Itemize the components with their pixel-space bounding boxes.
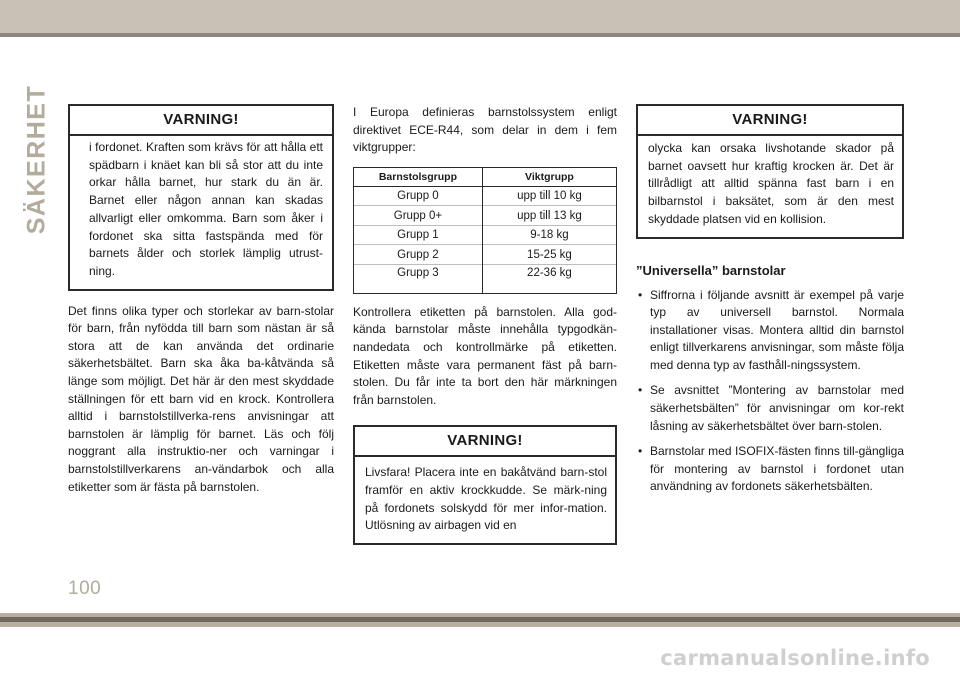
column-1 xyxy=(68,104,334,496)
section-heading: ”Universella” barnstolar xyxy=(636,262,786,278)
table-header-row xyxy=(354,167,617,186)
warning-text: i fordonet. Kraften som krävs för att hålla ett spädbarn i knäet kan bli så stor att du inte orkar hålla barnet, hur stark du än är. Barnet eller någon annan kan skadas allvarligt eller omkomma. Barn som åker i fordonet ska sitta fastspända med för barnets ålder och storlek lämplig utrust-ning. xyxy=(89,140,323,278)
column-3 xyxy=(636,104,904,504)
table-cell: Grupp 0 xyxy=(354,186,483,206)
column-2 xyxy=(353,104,617,545)
table-row xyxy=(354,245,617,265)
table-cell: 22-36 kg xyxy=(482,264,616,293)
warning-title: VARNING! xyxy=(70,106,332,136)
weight-group-table xyxy=(353,167,617,294)
bullet-list xyxy=(636,287,904,497)
table-cell: Grupp 1 xyxy=(354,225,483,245)
body-paragraph: Det finns olika typer och storlekar av barn-stolar för barn, från nyfödda till barn som nästan är så stora att de kan använda det ordinarie säkerhetsbältet. Barn ska åka ba-kåtvända så länge som möjligt. Det här är den mest skyddade ställningen för ett barn vid en krock. Kontrollera alltid i barnstolstillverka-rens anvisningar att barnstolen är lämplig för barnet. Läs och följ noggrant alla instruktio-ner och varningar i barnstolstillverkarens an-vändarbok och alla etiketter som är fästa på barnstolen. xyxy=(68,303,334,494)
warning-box-2 xyxy=(353,425,617,545)
table-cell: Grupp 2 xyxy=(354,245,483,265)
table-cell: 9-18 kg xyxy=(482,225,616,245)
page-number: 100 xyxy=(68,578,102,599)
table-header: Barnstolsgrupp xyxy=(354,167,483,186)
warning-title: VARNING! xyxy=(638,106,902,136)
section-tab xyxy=(22,84,51,234)
table-cell: 15-25 kg xyxy=(482,245,616,265)
top-color-band xyxy=(0,0,960,33)
table-header: Viktgrupp xyxy=(482,167,616,186)
table-row xyxy=(354,225,617,245)
table-row xyxy=(354,264,617,293)
list-item: • Barnstolar med ISOFIX-fästen finns till-gängliga för montering av barnstol i fordonet utan användning av fordonets säkerhetsbälten. xyxy=(636,443,904,496)
table-cell: upp till 10 kg xyxy=(482,186,616,206)
watermark: carmanualsonline.info xyxy=(660,646,930,670)
section-tab-label: SÄKERHET xyxy=(22,84,51,234)
warning-text: olycka kan orsaka livshotande skador på barnet oavsett hur kraftig krocken är. Det är tillrådligt att alltid spänna fast barn i en bilbarnstol i baksätet, som är den mest skyddade platsen vid en kollision. xyxy=(648,141,894,226)
list-item: • Siffrorna i följande avsnitt är exempel på varje typ av universell barnstol. Normala installationer visas. Montera alltid din barnstol enligt tillverkarens anvisningar, som måste följa med denna typ av fasthåll-ningssystem. xyxy=(636,287,904,375)
body-paragraph: Kontrollera etiketten på barnstolen. Alla god-kända barnstolar måste innehålla typgodkän-nandedata och kontrollmärke på etiketten. Etiketten måste vara permanent fäst på barn-stolen. Du får inte ta bort den här märkningen från barnstolen. xyxy=(353,304,617,407)
table-row xyxy=(354,186,617,206)
warning-box-1 xyxy=(68,104,334,291)
warning-box-3 xyxy=(636,104,904,239)
table-cell: Grupp 0+ xyxy=(354,206,483,226)
top-rule xyxy=(0,33,960,37)
bottom-rule xyxy=(0,617,960,622)
table-row xyxy=(354,206,617,226)
list-item: • Se avsnittet ”Montering av barnstolar med säkerhetsbälten” för anvisningar om kor-rekt låsning av säkerhetsbältet över barn-stolen. xyxy=(636,382,904,435)
intro-paragraph: I Europa definieras barnstolssystem enligt direktivet ECE-R44, som delar in dem i fem viktgrupper: xyxy=(353,105,617,155)
warning-title: VARNING! xyxy=(355,427,615,457)
table-cell: upp till 13 kg xyxy=(482,206,616,226)
table-cell: Grupp 3 xyxy=(354,264,483,293)
warning-text: Livsfara! Placera inte en bakåtvänd barn-stol framför en aktiv krockkudde. Se märk-ning på fordonets solskydd för mer infor-mation. Utlösning av airbagen vid en xyxy=(365,465,607,533)
